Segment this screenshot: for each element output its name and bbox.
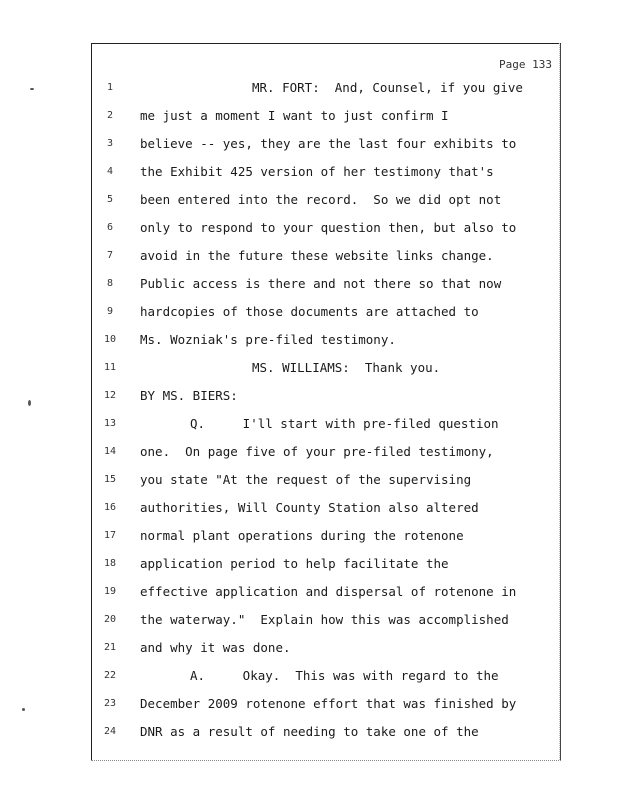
line-number: 14 — [103, 446, 117, 457]
line-number: 20 — [103, 614, 117, 625]
line-number: 1 — [106, 82, 114, 93]
line-number: 6 — [106, 222, 114, 233]
transcript-line — [92, 298, 560, 326]
line-number: 24 — [103, 726, 117, 737]
line-text: MR. FORT: And, Counsel, if you give — [252, 80, 523, 95]
scan-speck — [22, 708, 25, 711]
line-text: Q. I'll start with pre-filed question — [190, 416, 499, 431]
line-text: the waterway." Explain how this was accomplished — [140, 612, 509, 627]
line-number: 5 — [106, 194, 114, 205]
line-number: 19 — [103, 586, 117, 597]
transcript-line — [92, 410, 560, 438]
scan-speck — [30, 88, 34, 90]
transcript-line — [92, 494, 560, 522]
transcript-line — [92, 74, 560, 102]
line-text: application period to help facilitate the — [140, 556, 449, 571]
transcript-line — [92, 130, 560, 158]
line-number: 2 — [106, 110, 114, 121]
line-text: believe -- yes, they are the last four exhibits to — [140, 136, 517, 151]
transcript-line — [92, 634, 560, 662]
line-text: and why it was done. — [140, 640, 291, 655]
line-number: 9 — [106, 306, 114, 317]
line-number: 12 — [103, 390, 117, 401]
line-number: 21 — [103, 642, 117, 653]
line-number: 22 — [103, 670, 117, 681]
transcript-line — [92, 242, 560, 270]
line-text: Ms. Wozniak's pre-filed testimony. — [140, 332, 396, 347]
transcript-line — [92, 606, 560, 634]
line-number: 7 — [106, 250, 114, 261]
transcript-line — [92, 718, 560, 746]
line-text: the Exhibit 425 version of her testimony that's — [140, 164, 494, 179]
transcript-line — [92, 382, 560, 410]
line-text: Public access is there and not there so that now — [140, 276, 502, 291]
bottom-rule — [91, 760, 561, 761]
line-number: 17 — [103, 530, 117, 541]
line-text: only to respond to your question then, but also to — [140, 220, 517, 235]
line-text: one. On page five of your pre-filed testimony, — [140, 444, 494, 459]
transcript-line — [92, 522, 560, 550]
line-number: 15 — [103, 474, 117, 485]
line-number: 23 — [103, 698, 117, 709]
transcript-line — [92, 578, 560, 606]
line-number: 4 — [106, 166, 114, 177]
transcript-line — [92, 270, 560, 298]
line-text: avoid in the future these website links change. — [140, 248, 494, 263]
line-number: 11 — [103, 362, 117, 373]
scan-speck — [28, 400, 31, 406]
line-text: hardcopies of those documents are attached to — [140, 304, 479, 319]
line-text: been entered into the record. So we did opt not — [140, 192, 502, 207]
line-number: 13 — [103, 418, 117, 429]
line-text: A. Okay. This was with regard to the — [190, 668, 499, 683]
line-text: normal plant operations during the rotenone — [140, 528, 464, 543]
line-text: BY MS. BIERS: — [140, 388, 238, 403]
transcript-line — [92, 438, 560, 466]
line-text: effective application and dispersal of rotenone in — [140, 584, 517, 599]
transcript-line — [92, 690, 560, 718]
line-text: MS. WILLIAMS: Thank you. — [252, 360, 441, 375]
line-number: 18 — [103, 558, 117, 569]
line-text: me just a moment I want to just confirm I — [140, 108, 449, 123]
transcript-page — [91, 43, 561, 761]
transcript-line — [92, 214, 560, 242]
transcript-line — [92, 354, 560, 382]
transcript-line — [92, 102, 560, 130]
line-text: December 2009 rotenone effort that was finished by — [140, 696, 517, 711]
transcript-line — [92, 550, 560, 578]
line-text: DNR as a result of needing to take one of the — [140, 724, 479, 739]
line-text: you state "At the request of the supervising — [140, 472, 472, 487]
line-number: 16 — [103, 502, 117, 513]
transcript-line — [92, 186, 560, 214]
transcript-line — [92, 326, 560, 354]
page-number: Page 133 — [499, 58, 552, 71]
line-number: 10 — [103, 334, 117, 345]
transcript-line — [92, 158, 560, 186]
line-number: 3 — [106, 138, 114, 149]
line-number: 8 — [106, 278, 114, 289]
transcript-line — [92, 662, 560, 690]
page-edge — [559, 43, 560, 760]
transcript-line — [92, 466, 560, 494]
line-text: authorities, Will County Station also altered — [140, 500, 479, 515]
